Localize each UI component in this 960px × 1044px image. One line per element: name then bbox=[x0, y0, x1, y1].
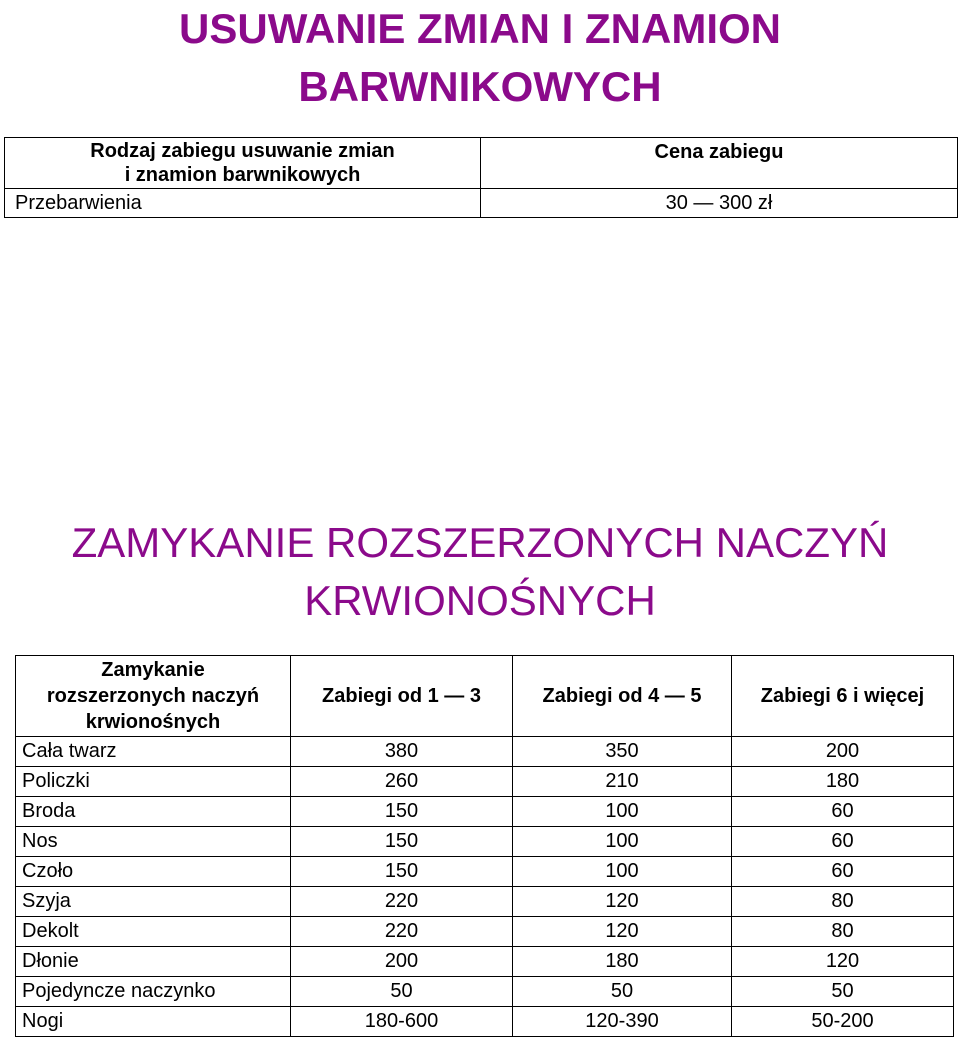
price-sessions-1-3: 180-600 bbox=[291, 1007, 513, 1037]
price-sessions-6-plus: 80 bbox=[732, 917, 954, 947]
price-sessions-6-plus: 60 bbox=[732, 797, 954, 827]
area-name: Czoło bbox=[16, 857, 291, 887]
table-row bbox=[16, 977, 954, 1007]
table-row bbox=[5, 189, 958, 218]
price-sessions-4-5: 120 bbox=[513, 887, 732, 917]
area-name: Dłonie bbox=[16, 947, 291, 977]
price-sessions-6-plus: 50-200 bbox=[732, 1007, 954, 1037]
price-sessions-1-3: 150 bbox=[291, 827, 513, 857]
table-row bbox=[16, 797, 954, 827]
header-line: i znamion barwnikowych bbox=[124, 164, 361, 186]
area-name: Cała twarz bbox=[16, 737, 291, 767]
price-sessions-1-3: 260 bbox=[291, 767, 513, 797]
header-line: Cena zabiegu bbox=[654, 141, 784, 163]
area-name: Szyja bbox=[16, 887, 291, 917]
price-sessions-1-3: 380 bbox=[291, 737, 513, 767]
price-sessions-1-3: 50 bbox=[291, 977, 513, 1007]
area-name: Policzki bbox=[16, 767, 291, 797]
price-sessions-4-5: 100 bbox=[513, 797, 732, 827]
area-name: Nogi bbox=[16, 1007, 291, 1037]
table-header-row bbox=[5, 138, 958, 189]
table-header-row bbox=[16, 656, 954, 737]
price-sessions-6-plus: 50 bbox=[732, 977, 954, 1007]
price-sessions-4-5: 180 bbox=[513, 947, 732, 977]
column-header-sessions-4-5: Zabiegi od 4 — 5 bbox=[513, 656, 732, 737]
price-sessions-4-5: 350 bbox=[513, 737, 732, 767]
column-header-price bbox=[481, 138, 958, 189]
section1-title-line2: BARWNIKOWYCH bbox=[298, 63, 662, 110]
price-sessions-1-3: 150 bbox=[291, 797, 513, 827]
price-sessions-6-plus: 120 bbox=[732, 947, 954, 977]
price-sessions-4-5: 120 bbox=[513, 917, 732, 947]
table-row bbox=[16, 917, 954, 947]
price-sessions-4-5: 100 bbox=[513, 827, 732, 857]
treatment-price: 30 — 300 zł bbox=[481, 189, 958, 218]
pigment-removal-price-table bbox=[4, 137, 958, 218]
section2-title bbox=[0, 514, 960, 630]
header-line: krwionośnych bbox=[85, 711, 221, 733]
table-row bbox=[16, 887, 954, 917]
table-row bbox=[16, 947, 954, 977]
price-sessions-4-5: 120-390 bbox=[513, 1007, 732, 1037]
column-header-sessions-1-3: Zabiegi od 1 — 3 bbox=[291, 656, 513, 737]
price-sessions-1-3: 150 bbox=[291, 857, 513, 887]
header-line: Zamykanie bbox=[101, 659, 205, 681]
section2-title-line1: ZAMYKANIE ROZSZERZONYCH NACZYŃ bbox=[71, 519, 889, 566]
header-line: Rodzaj zabiegu usuwanie zmian bbox=[90, 140, 395, 162]
table-row bbox=[16, 1007, 954, 1037]
price-sessions-4-5: 50 bbox=[513, 977, 732, 1007]
area-name: Broda bbox=[16, 797, 291, 827]
section1-title bbox=[0, 0, 960, 116]
price-sessions-6-plus: 80 bbox=[732, 887, 954, 917]
treatment-name: Przebarwienia bbox=[5, 189, 481, 218]
column-header-sessions-6-plus: Zabiegi 6 i więcej bbox=[732, 656, 954, 737]
price-sessions-1-3: 220 bbox=[291, 917, 513, 947]
header-line: rozszerzonych naczyń bbox=[46, 685, 260, 707]
price-sessions-4-5: 100 bbox=[513, 857, 732, 887]
price-sessions-4-5: 210 bbox=[513, 767, 732, 797]
area-name: Pojedyncze naczynko bbox=[16, 977, 291, 1007]
table-row bbox=[16, 767, 954, 797]
column-header-area bbox=[16, 656, 291, 737]
price-sessions-1-3: 200 bbox=[291, 947, 513, 977]
section2-title-line2: KRWIONOŚNYCH bbox=[304, 577, 656, 624]
table-row bbox=[16, 737, 954, 767]
section1-title-line1: USUWANIE ZMIAN I ZNAMION bbox=[179, 5, 781, 52]
price-sessions-1-3: 220 bbox=[291, 887, 513, 917]
vessel-closing-price-table bbox=[15, 655, 954, 1037]
table-row bbox=[16, 857, 954, 887]
table-row bbox=[16, 827, 954, 857]
price-sessions-6-plus: 200 bbox=[732, 737, 954, 767]
area-name: Dekolt bbox=[16, 917, 291, 947]
table-body bbox=[16, 737, 954, 1037]
price-sessions-6-plus: 60 bbox=[732, 827, 954, 857]
price-sessions-6-plus: 60 bbox=[732, 857, 954, 887]
area-name: Nos bbox=[16, 827, 291, 857]
column-header-treatment-type bbox=[5, 138, 481, 189]
price-sessions-6-plus: 180 bbox=[732, 767, 954, 797]
